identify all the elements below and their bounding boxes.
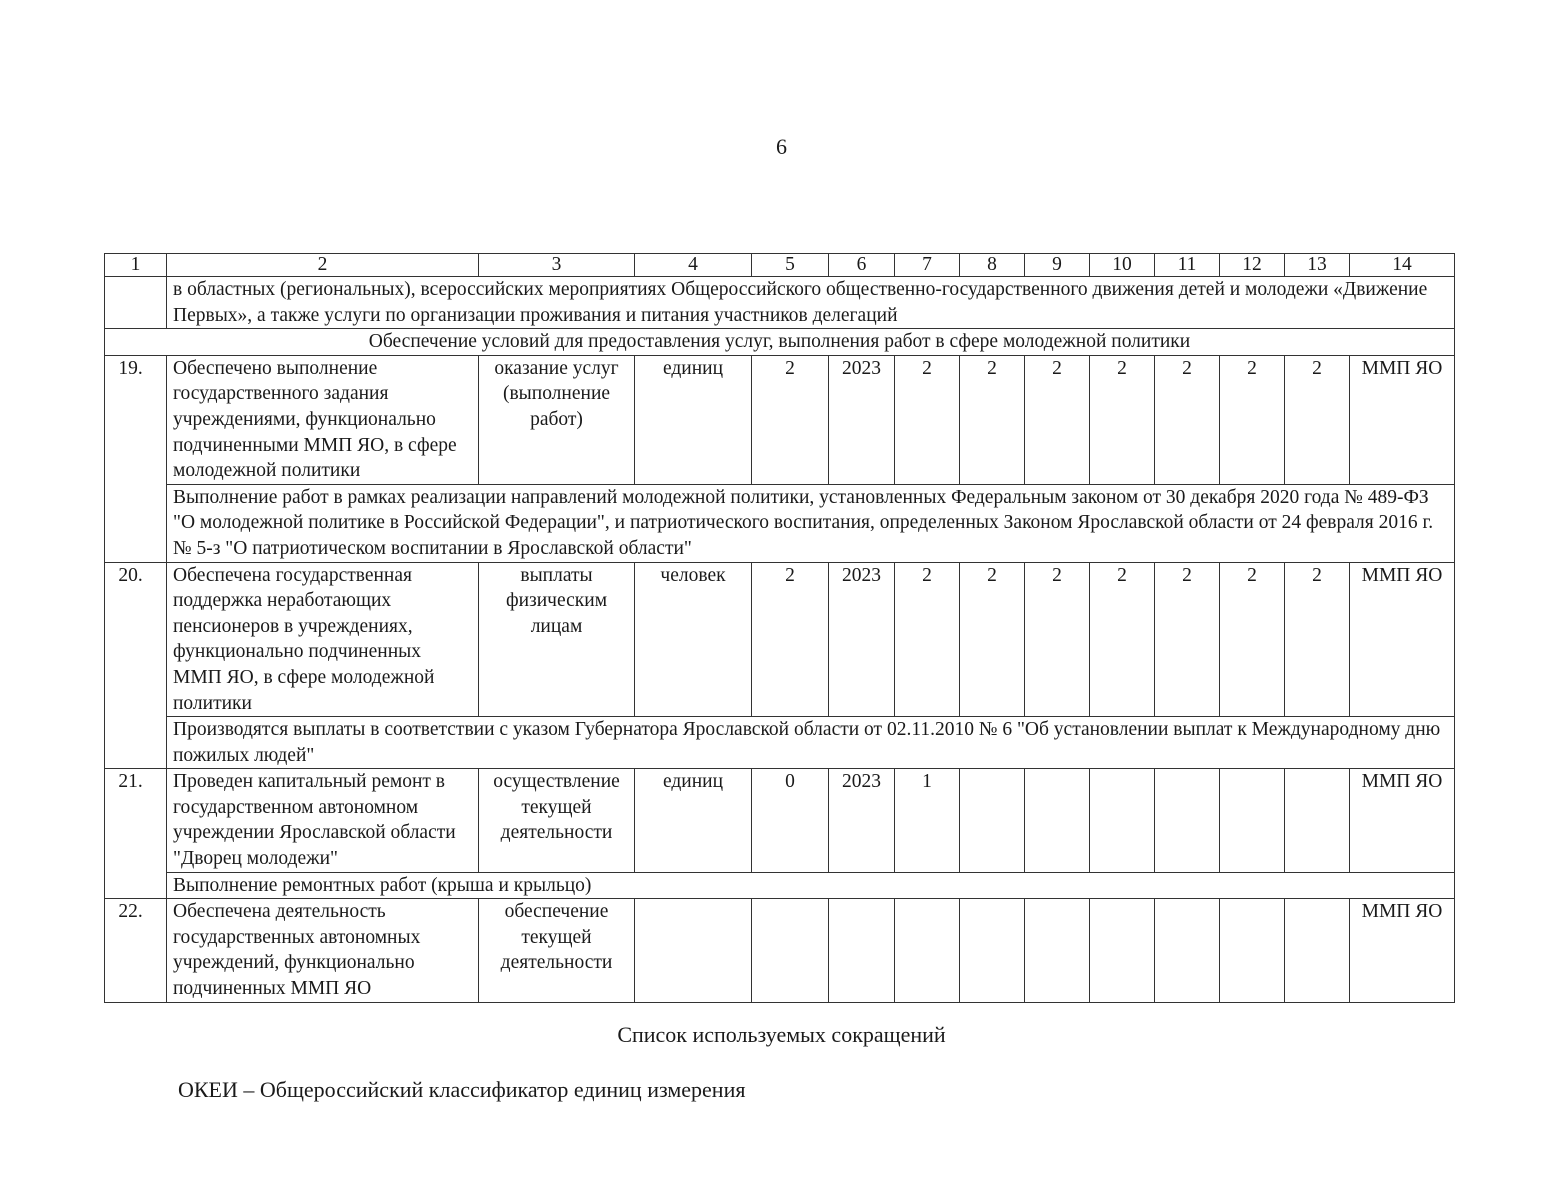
year-value-cell: 2: [1285, 562, 1350, 717]
header-cell: 6: [829, 254, 895, 277]
year-value-cell: 2: [1285, 355, 1350, 484]
year-value-cell: [960, 899, 1025, 1002]
indicators-table: [104, 253, 1455, 1003]
year-value-cell: [1090, 769, 1155, 872]
base-year-cell: 2023: [829, 562, 895, 717]
table-row: [105, 899, 1455, 1002]
type-cell: оказание услуг (выполнение работ): [479, 355, 635, 484]
section-title: Обеспечение условий для предоставления услуг, выполнения работ в сфере молодежной политики: [105, 329, 1455, 356]
base-year-cell: [829, 899, 895, 1002]
base-value-cell: 2: [752, 355, 829, 484]
year-value-cell: [1155, 899, 1220, 1002]
year-value-cell: [895, 899, 960, 1002]
header-cell: 13: [1285, 254, 1350, 277]
type-cell: осуществление текущей деятельности: [479, 769, 635, 872]
unit-cell: единиц: [635, 355, 752, 484]
base-value-cell: [752, 899, 829, 1002]
year-value-cell: 2: [1155, 355, 1220, 484]
type-cell: обеспечение текущей деятельности: [479, 899, 635, 1002]
abbreviations-title: Список используемых сокращений: [617, 1022, 946, 1047]
year-value-cell: 2: [1090, 562, 1155, 717]
executor-cell: ММП ЯО: [1350, 769, 1455, 872]
result-cell: Обеспечена деятельность государственных автономных учреждений, функционально подчиненных ММП ЯО: [167, 899, 479, 1002]
note-row: [105, 872, 1455, 899]
year-value-cell: 2: [1025, 562, 1090, 717]
header-cell: 10: [1090, 254, 1155, 277]
row-number: 22.: [105, 899, 167, 1002]
year-value-cell: 2: [1155, 562, 1220, 717]
note-cell: Выполнение работ в рамках реализации направлений молодежной политики, установленных Федеральным законом от 30 декабря 2020 года № 489-ФЗ "О молодежной политике в Российской Федерации", и патриотического воспитания, определенных Законом Ярославской области от 24 февраля 2016 г. № 5-з "О патриотическом воспитании в Ярославской области": [167, 484, 1455, 562]
section-row: [105, 329, 1455, 356]
header-cell: 12: [1220, 254, 1285, 277]
year-value-cell: [1025, 899, 1090, 1002]
row-number: 21.: [105, 769, 167, 899]
header-cell: 2: [167, 254, 479, 277]
row-number: 19.: [105, 355, 167, 562]
year-value-cell: 2: [895, 355, 960, 484]
executor-cell: ММП ЯО: [1350, 355, 1455, 484]
continuation-text: в областных (региональных), всероссийских мероприятиях Общероссийского общественно-государственного движения детей и молодежи «Движение Первых», а также услуги по организации проживания и питания участников делегаций: [167, 277, 1455, 329]
unit-cell: [635, 899, 752, 1002]
empty-number-cell: [105, 277, 167, 329]
header-cell: 5: [752, 254, 829, 277]
header-cell: 11: [1155, 254, 1220, 277]
year-value-cell: [1155, 769, 1220, 872]
year-value-cell: [1090, 899, 1155, 1002]
table-row: [105, 355, 1455, 484]
note-row: [105, 717, 1455, 769]
year-value-cell: 2: [1025, 355, 1090, 484]
year-value-cell: 2: [1220, 355, 1285, 484]
result-cell: Обеспечено выполнение государственного задания учреждениями, функционально подчиненными ММП ЯО, в сфере молодежной политики: [167, 355, 479, 484]
type-cell: выплаты физическим лицам: [479, 562, 635, 717]
unit-cell: единиц: [635, 769, 752, 872]
executor-cell: ММП ЯО: [1350, 562, 1455, 717]
year-value-cell: [1285, 899, 1350, 1002]
table-row: [105, 769, 1455, 872]
year-value-cell: [1220, 769, 1285, 872]
executor-cell: ММП ЯО: [1350, 899, 1455, 1002]
header-cell: 9: [1025, 254, 1090, 277]
base-value-cell: 2: [752, 562, 829, 717]
page-number: 6: [776, 134, 787, 159]
year-value-cell: 2: [960, 355, 1025, 484]
unit-cell: человек: [635, 562, 752, 717]
base-year-cell: 2023: [829, 355, 895, 484]
year-value-cell: 2: [895, 562, 960, 717]
note-cell: Выполнение ремонтных работ (крыша и крыльцо): [167, 872, 1455, 899]
note-cell: Производятся выплаты в соответствии с указом Губернатора Ярославской области от 02.11.2010 № 6 "Об установлении выплат к Международному дню пожилых людей": [167, 717, 1455, 769]
year-value-cell: [1025, 769, 1090, 872]
year-value-cell: [960, 769, 1025, 872]
base-value-cell: 0: [752, 769, 829, 872]
year-value-cell: 2: [960, 562, 1025, 717]
header-cell: 8: [960, 254, 1025, 277]
header-cell: 14: [1350, 254, 1455, 277]
table-row: [105, 562, 1455, 717]
result-cell: Проведен капитальный ремонт в государственном автономном учреждении Ярославской области "Дворец молодежи": [167, 769, 479, 872]
row-number: 20.: [105, 562, 167, 769]
note-row: [105, 484, 1455, 562]
result-cell: Обеспечена государственная поддержка неработающих пенсионеров в учреждениях, функционально подчиненных ММП ЯО, в сфере молодежной политики: [167, 562, 479, 717]
year-value-cell: [1220, 899, 1285, 1002]
base-year-cell: 2023: [829, 769, 895, 872]
year-value-cell: 2: [1220, 562, 1285, 717]
header-row: [105, 254, 1455, 277]
abbreviation-item: ОКЕИ – Общероссийский классификатор единиц измерения: [178, 1077, 746, 1102]
header-cell: 1: [105, 254, 167, 277]
year-value-cell: 2: [1090, 355, 1155, 484]
header-cell: 3: [479, 254, 635, 277]
header-cell: 4: [635, 254, 752, 277]
header-cell: 7: [895, 254, 960, 277]
year-value-cell: [1285, 769, 1350, 872]
continuation-row: [105, 277, 1455, 329]
year-value-cell: 1: [895, 769, 960, 872]
